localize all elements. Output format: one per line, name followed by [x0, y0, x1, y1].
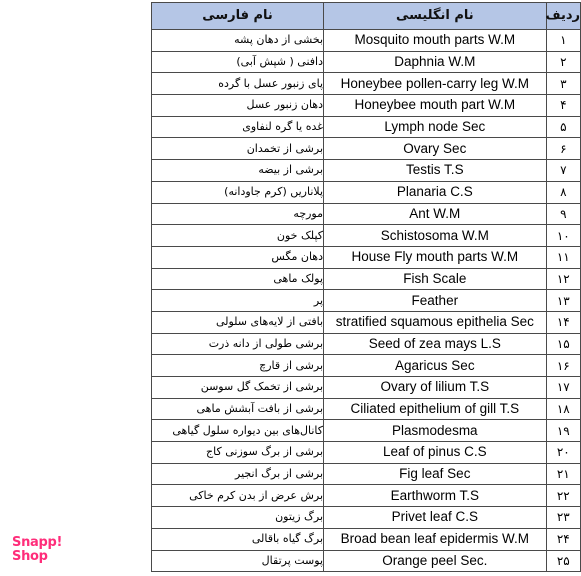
brand-line-2: Shop	[12, 549, 48, 564]
table-row	[152, 73, 581, 95]
english-name-cell: Schistosoma W.M	[324, 225, 547, 247]
farsi-name-cell: پوست پرتقال	[152, 550, 324, 572]
farsi-name-cell: کانال‌های بین دیواره سلول گیاهی	[152, 420, 324, 442]
farsi-name-cell: دافنی ( شپش آبی)	[152, 51, 324, 73]
row-number-cell: ۲۴	[546, 528, 580, 550]
table-row	[152, 333, 581, 355]
table-row	[152, 181, 581, 203]
row-number-cell: ۱۰	[546, 225, 580, 247]
english-name-cell: Earthworm T.S	[324, 485, 547, 507]
row-number-cell: ۴	[546, 95, 580, 117]
row-number-cell: ۳	[546, 73, 580, 95]
english-name-cell: Ant W.M	[324, 203, 547, 225]
farsi-name-cell: دهان مگس	[152, 246, 324, 268]
row-number-cell: ۵	[546, 116, 580, 138]
row-number-cell: ۲	[546, 51, 580, 73]
farsi-name-cell: بافتی از لایه‌های سلولی	[152, 311, 324, 333]
table-row	[152, 355, 581, 377]
header-farsi-name: نام فارسی	[152, 3, 324, 30]
farsi-name-cell: پای زنبور عسل با گرده	[152, 73, 324, 95]
farsi-name-cell: غده یا گره لنفاوی	[152, 116, 324, 138]
table-row	[152, 290, 581, 312]
table-header-row	[152, 3, 581, 30]
english-name-cell: Seed of zea mays L.S	[324, 333, 547, 355]
table-row	[152, 311, 581, 333]
table-row	[152, 246, 581, 268]
row-number-cell: ۶	[546, 138, 580, 160]
english-name-cell: Honeybee pollen-carry leg W.M	[324, 73, 547, 95]
table-row	[152, 442, 581, 464]
english-name-cell: Fig leaf Sec	[324, 463, 547, 485]
row-number-cell: ۲۵	[546, 550, 580, 572]
farsi-name-cell: برگ گیاه باقالی	[152, 528, 324, 550]
english-name-cell: Orange peel Sec.	[324, 550, 547, 572]
english-name-cell: Ovary Sec	[324, 138, 547, 160]
row-number-cell: ۱۳	[546, 290, 580, 312]
table-row	[152, 485, 581, 507]
english-name-cell: House Fly mouth parts W.M	[324, 246, 547, 268]
farsi-name-cell: برشی از برگ سوزنی کاج	[152, 442, 324, 464]
row-number-cell: ۸	[546, 181, 580, 203]
english-name-cell: stratified squamous epithelia Sec	[324, 311, 547, 333]
farsi-name-cell: مورچه	[152, 203, 324, 225]
english-name-cell: Daphnia W.M	[324, 51, 547, 73]
snapp-shop-logo	[12, 536, 62, 564]
row-number-cell: ۹	[546, 203, 580, 225]
farsi-name-cell: برشی از قارچ	[152, 355, 324, 377]
farsi-name-cell: کپلک خون	[152, 225, 324, 247]
table-row	[152, 138, 581, 160]
row-number-cell: ۲۳	[546, 507, 580, 529]
table-row	[152, 398, 581, 420]
farsi-name-cell: برگ زیتون	[152, 507, 324, 529]
row-number-cell: ۲۰	[546, 442, 580, 464]
table-row	[152, 160, 581, 182]
row-number-cell: ۱۴	[546, 311, 580, 333]
specimen-table	[151, 2, 581, 572]
farsi-name-cell: بخشی از دهان پشه	[152, 30, 324, 52]
table-row	[152, 507, 581, 529]
farsi-name-cell: برش عرض از بدن کرم خاکی	[152, 485, 324, 507]
table-row	[152, 95, 581, 117]
row-number-cell: ۲۲	[546, 485, 580, 507]
english-name-cell: Ciliated epithelium of gill T.S	[324, 398, 547, 420]
table-body	[152, 30, 581, 572]
farsi-name-cell: برشی از تخمدان	[152, 138, 324, 160]
english-name-cell: Planaria C.S	[324, 181, 547, 203]
table-row	[152, 420, 581, 442]
english-name-cell: Privet leaf C.S	[324, 507, 547, 529]
table-row	[152, 550, 581, 572]
row-number-cell: ۱۹	[546, 420, 580, 442]
farsi-name-cell: پر	[152, 290, 324, 312]
table-row	[152, 528, 581, 550]
header-row-number: ردیف	[546, 3, 580, 30]
header-english-name: نام انگلیسی	[324, 3, 547, 30]
farsi-name-cell: برشی از بافت آبشش ماهی	[152, 398, 324, 420]
english-name-cell: Fish Scale	[324, 268, 547, 290]
english-name-cell: Feather	[324, 290, 547, 312]
english-name-cell: Leaf of pinus C.S	[324, 442, 547, 464]
farsi-name-cell: برشی از برگ انجیر	[152, 463, 324, 485]
row-number-cell: ۱۸	[546, 398, 580, 420]
table-row	[152, 225, 581, 247]
farsi-name-cell: برشی از بیضه	[152, 160, 324, 182]
english-name-cell: Plasmodesma	[324, 420, 547, 442]
row-number-cell: ۱۵	[546, 333, 580, 355]
english-name-cell: Broad bean leaf epidermis W.M	[324, 528, 547, 550]
farsi-name-cell: برشی طولی از دانه ذرت	[152, 333, 324, 355]
row-number-cell: ۱۶	[546, 355, 580, 377]
row-number-cell: ۱۷	[546, 377, 580, 399]
table-row	[152, 51, 581, 73]
table-row	[152, 30, 581, 52]
english-name-cell: Lymph node Sec	[324, 116, 547, 138]
english-name-cell: Mosquito mouth parts W.M	[324, 30, 547, 52]
row-number-cell: ۱۱	[546, 246, 580, 268]
table-row	[152, 116, 581, 138]
row-number-cell: ۷	[546, 160, 580, 182]
brand-line-1: Snapp!	[12, 535, 63, 550]
english-name-cell: Honeybee mouth part W.M	[324, 95, 547, 117]
row-number-cell: ۱۲	[546, 268, 580, 290]
table-row	[152, 463, 581, 485]
row-number-cell: ۱	[546, 30, 580, 52]
farsi-name-cell: دهان زنبور عسل	[152, 95, 324, 117]
table-row	[152, 203, 581, 225]
english-name-cell: Testis T.S	[324, 160, 547, 182]
farsi-name-cell: برشی از تخمک گل سوسن	[152, 377, 324, 399]
english-name-cell: Agaricus Sec	[324, 355, 547, 377]
row-number-cell: ۲۱	[546, 463, 580, 485]
table-row	[152, 377, 581, 399]
farsi-name-cell: پلاناریں (کرم جاودانه)	[152, 181, 324, 203]
table-row	[152, 268, 581, 290]
english-name-cell: Ovary of lilium T.S	[324, 377, 547, 399]
farsi-name-cell: پولک ماهی	[152, 268, 324, 290]
